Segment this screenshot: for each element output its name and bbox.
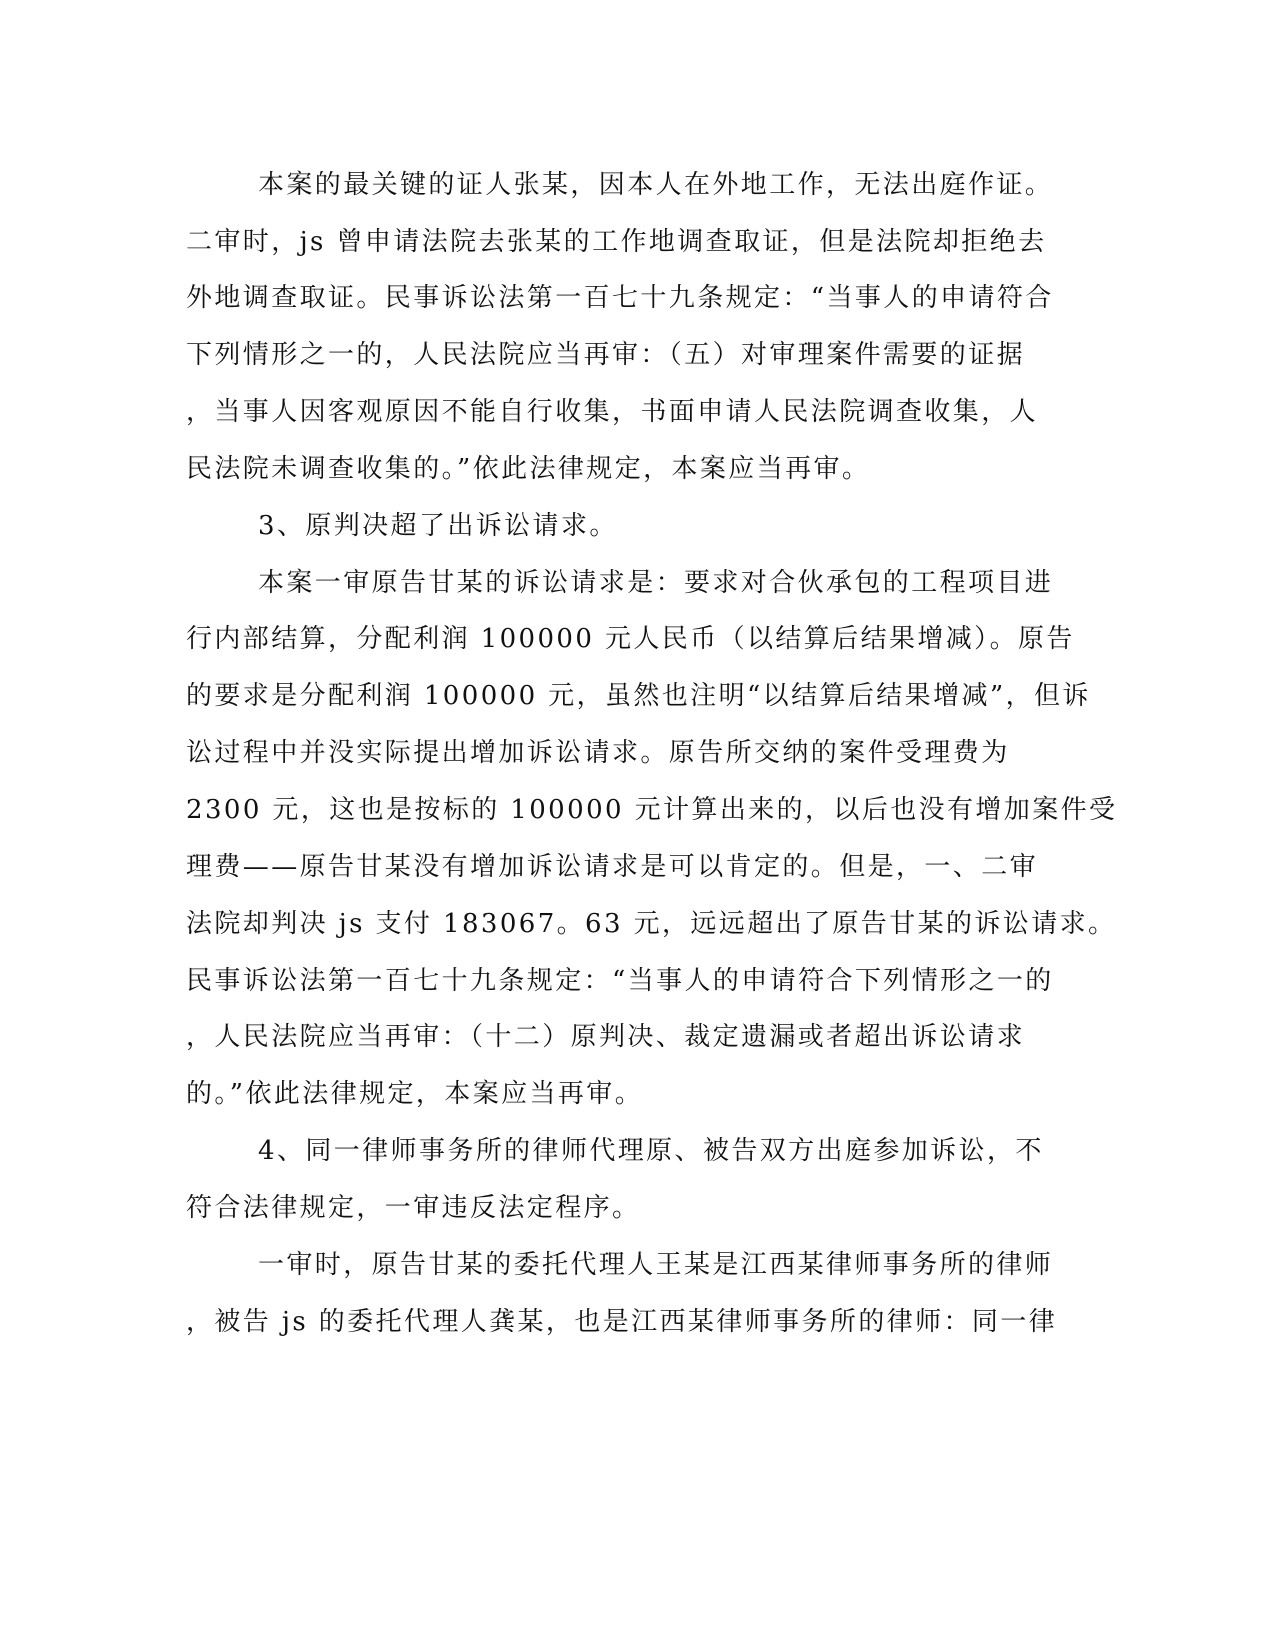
text-line: 讼过程中并没实际提出增加诉讼请求。原告所交纳的案件受理费为 [186,738,1010,768]
text-line: 符合法律规定，一审违反法定程序。 [186,1193,641,1223]
text-line: 本案一审原告甘某的诉讼请求是：要求对合伙承包的工程项目进 [258,568,1054,598]
text-line: 民事诉讼法第一百七十九条规定：“当事人的申请符合下列情形之一的 [186,966,1054,996]
text-line: 的要求是分配利润 100000 元，虽然也注明“以结算后结果增减”，但诉 [186,681,1091,711]
text-line: 法院却判决 js 支付 183067。63 元，远远超出了原告甘某的诉讼请求。 [186,909,1117,939]
text-line: 2300 元，这也是按标的 100000 元计算出来的，以后也没有增加案件受 [186,795,1118,825]
list-heading: 3、原判决超了出诉讼请求。 [258,511,618,541]
text-line: 下列情形之一的，人民法院应当再审：（五）对审理案件需要的证据 [186,340,1026,370]
list-heading: 4、同一律师事务所的律师代理原、被告双方出庭参加诉讼，不 [258,1136,1044,1166]
text-line: 的。”依此法律规定，本案应当再审。 [186,1079,644,1109]
text-line: 一审时，原告甘某的委托代理人王某是江西某律师事务所的律师 [258,1250,1054,1280]
text-line: 二审时，js 曾申请法院去张某的工作地调查取证，但是法院却拒绝去 [186,227,1047,257]
text-line: ，人民法院应当再审：（十二）原判决、裁定遗漏或者超出诉讼请求 [186,1022,1026,1052]
text-line: 行内部结算，分配利润 100000 元人民币（以结算后结果增减）。原告 [186,624,1075,654]
text-line: 理费——原告甘某没有增加诉讼请求是可以肯定的。但是，一、二审 [186,852,1039,882]
text-line: ，被告 js 的委托代理人龚某，也是江西某律师事务所的律师：同一律 [186,1307,1058,1337]
text-line: 本案的最关键的证人张某，因本人在外地工作，无法出庭作证。 [258,170,1054,200]
text-line: 外地调查取证。民事诉讼法第一百七十九条规定：“当事人的申请符合 [186,283,1054,313]
text-line: 民法院未调查收集的。”依此法律规定，本案应当再审。 [186,454,871,484]
text-line: ，当事人因客观原因不能自行收集，书面申请人民法院调查收集，人 [186,397,1039,427]
